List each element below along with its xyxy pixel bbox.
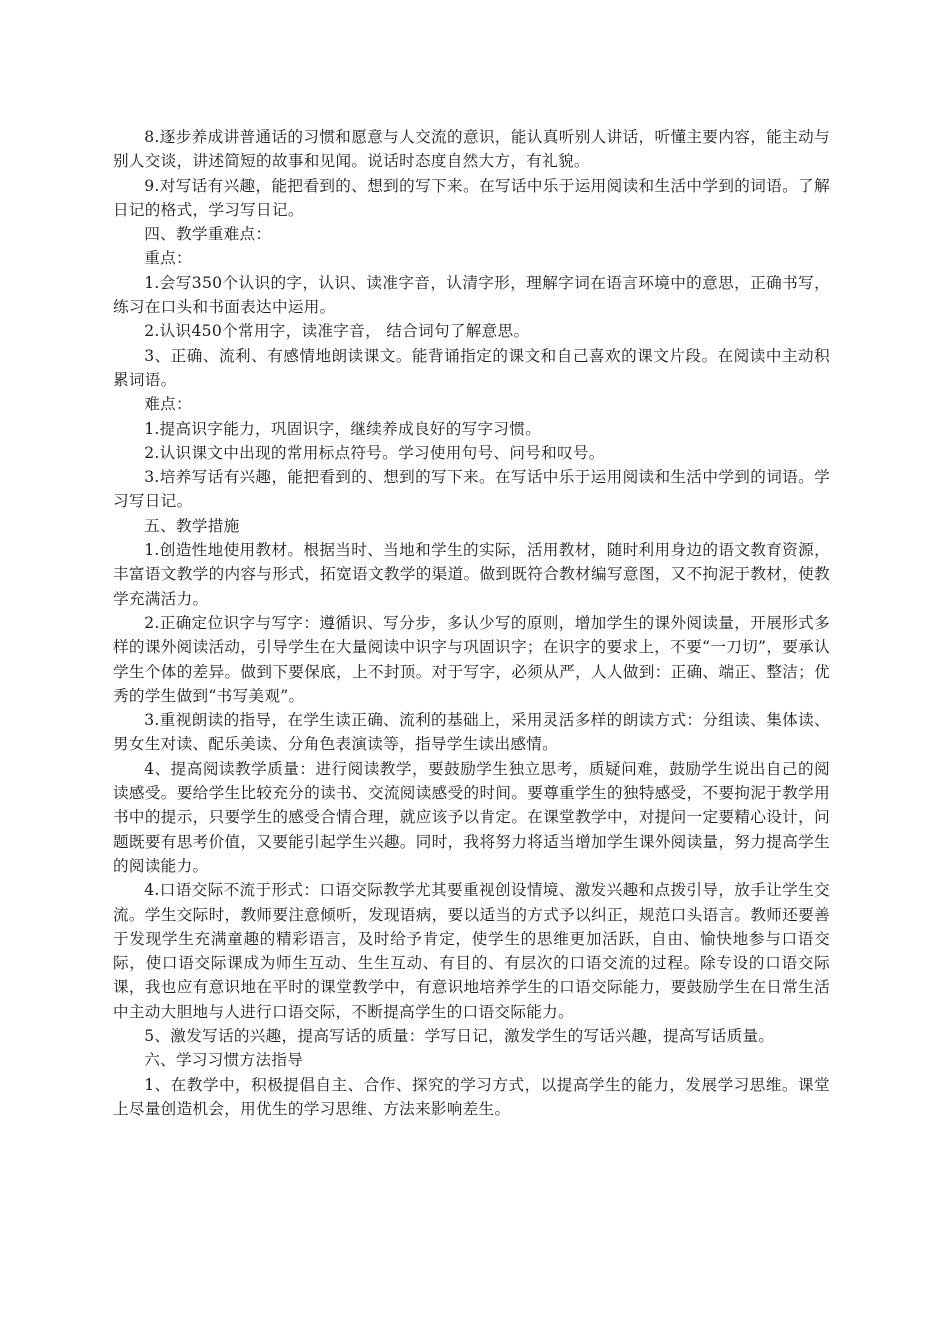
section-heading-teaching-measures: 五、教学措施 — [144, 516, 240, 535]
subheading-key-points: 重点： — [144, 249, 192, 268]
paragraph-measure-4-reading: 4、提高阅读教学质量：进行阅读教学，要鼓励学生独立思考，质疑问难，鼓励学生说出自己的阅读感受。要给学生比较充分的读书、交流阅读感受的时间。要尊重学生的独特感受，不要拘泥于教学用书中的提示，只要学生的感受合情合理，就应该予以肯定。在课堂教学中，对提问一定要精心设计，问题既要有思考价值，又要能引起学生兴趣。同时，我将努力将适当增加学生课外阅读量，努力提高学生的阅读能力。 — [113, 759, 830, 875]
paragraph-key-1: 1.会写350个认识的字，认识、读准字音，认清字形，理解字词在语言环境中的意思，正确书写，练习在口头和书面表达中运用。 — [113, 273, 830, 317]
document-body — [113, 125, 830, 1121]
paragraph-goal-9: 9.对写话有兴趣，能把看到的、想到的写下来。在写话中乐于运用阅读和生活中学到的词语。了解日记的格式，学习写日记。 — [113, 176, 830, 219]
paragraph-measure-5: 5、激发写话的兴趣，提高写话的质量：学写日记，激发学生的写话兴趣，提高写话质量。 — [144, 1026, 775, 1045]
section-heading-study-habits: 六、学习习惯方法指导 — [144, 1051, 304, 1070]
paragraph-goal-8: 8.逐步养成讲普通话的习惯和愿意与人交流的意识，能认真听别人讲话，听懂主要内容，能主动与别人交谈，讲述简短的故事和见闻。说话时态度自然大方，有礼貌。 — [113, 128, 830, 171]
paragraph-key-2: 2.认识450个常用字，读准字音， 结合词句了解意思。 — [144, 322, 530, 341]
paragraph-difficult-3: 3.培养写话有兴趣，能把看到的、想到的写下来。在写话中乐于运用阅读和生活中学到的词语。学习写日记。 — [113, 468, 830, 511]
paragraph-measure-2: 2.正确定位识字与写字：遵循识、写分步，多认少写的原则，增加学生的课外阅读量，开展形式多样的课外阅读活动，引导学生在大量阅读中识字与巩固识字；在识字的要求上，不要“一刀切”，要承认学生个体的差异。做到下要保底，上不封顶。对于写字，必须从严，人人做到：正确、端正、整洁；优秀的学生做到“书写美观”。 — [113, 613, 830, 705]
paragraph-key-3: 3、正确、流利、有感情地朗读课文。能背诵指定的课文和自己喜欢的课文片段。在阅读中主动积累词语。 — [113, 346, 830, 389]
subheading-difficult-points: 难点： — [144, 395, 192, 414]
paragraph-difficult-2: 2.认识课文中出现的常用标点符号。学习使用句号、问号和叹号。 — [144, 443, 605, 462]
paragraph-habit-1: 1、在教学中，积极提倡自主、合作、探究的学习方式，以提高学生的能力，发展学习思维。课堂上尽量创造机会，用优生的学习思维、方法来影响差生。 — [113, 1075, 830, 1118]
paragraph-measure-4-oral: 4.口语交际不流于形式：口语交际教学尤其要重视创设情境、激发兴趣和点拨引导，放手让学生交流。学生交际时，教师要注意倾听，发现语病，要以适当的方式予以纠正，规范口头语言。教师还要善于发现学生充满童趣的精彩语言，及时给予肯定，使学生的思维更加活跃，自由、愉快地参与口语交际，使口语交际课成为师生互动、生生互动、有目的、有层次的口语交流的过程。除专设的口语交际课，我也应有意识地在平时的课堂教学中，有意识地培养学生的口语交际能力，要鼓励学生在日常生活中主动大胆地与人进行口语交际，不断提高学生的口语交际能力。 — [113, 881, 830, 1021]
paragraph-measure-3: 3.重视朗读的指导，在学生读正确、流利的基础上，采用灵活多样的朗读方式：分组读、集体读、男女生对读、配乐美读、分角色表演读等，指导学生读出感情。 — [113, 711, 830, 754]
paragraph-measure-1: 1.创造性地使用教材。根据当时、当地和学生的实际，活用教材，随时利用身边的语文教育资源，丰富语文教学的内容与形式，拓宽语文教学的渠道。做到既符合教材编写意图，又不拘泥于教材，使教学充满活力。 — [113, 541, 830, 608]
paragraph-difficult-1: 1.提高识字能力，巩固识字，继续养成良好的写字习惯。 — [144, 419, 542, 438]
section-heading-key-difficult-points: 四、教学重难点： — [144, 225, 272, 244]
